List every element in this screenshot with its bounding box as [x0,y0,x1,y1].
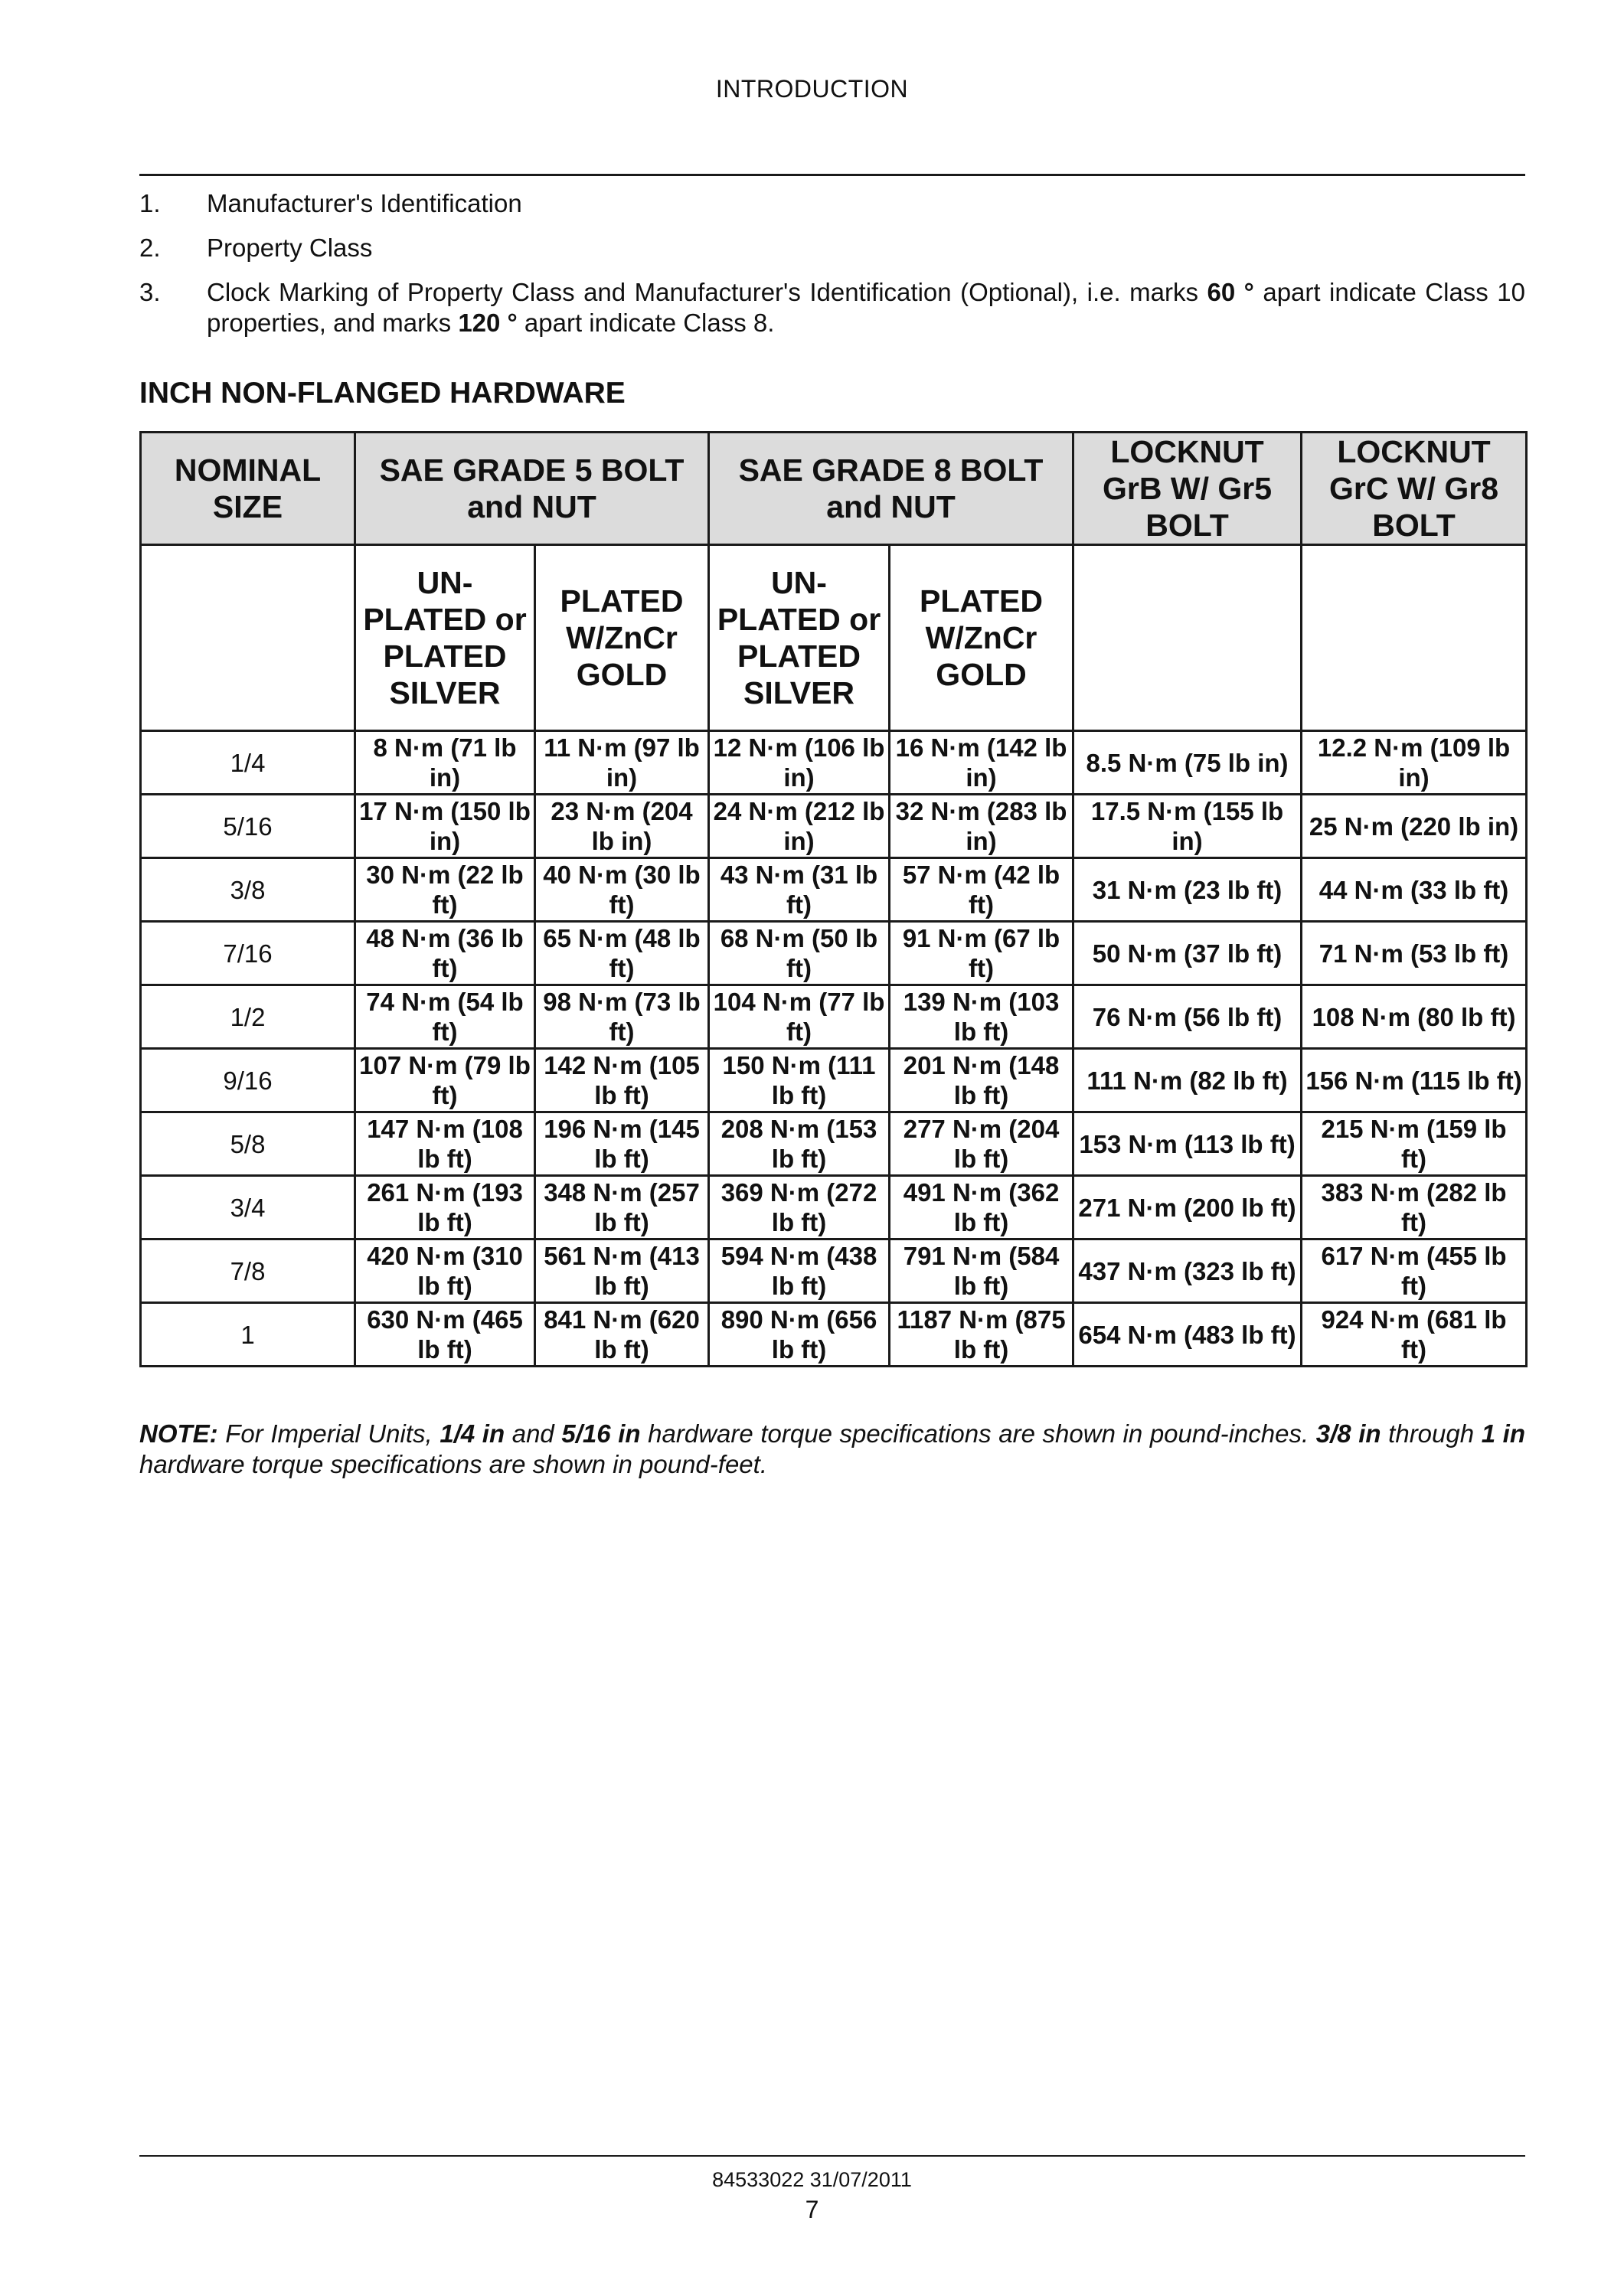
cell-sae5-plated: 65 N·m (48 lb ft) [535,922,709,985]
cell-sae5-plated: 23 N·m (204 lb in) [535,795,709,858]
header-sae-grade-8: SAE GRADE 8 BOLT and NUT [709,433,1073,545]
cell-locknut-grb: 271 N·m (200 lb ft) [1073,1176,1302,1239]
cell-nominal-size: 3/8 [141,858,355,922]
cell-sae5-plated: 98 N·m (73 lb ft) [535,985,709,1049]
table-row [141,1239,1527,1303]
note-bold-size: 1/4 in [439,1419,505,1448]
cell-sae8-plated: 201 N·m (148 lb ft) [890,1049,1073,1112]
subheader-blank [1302,545,1527,731]
cell-sae8-unplated: 104 N·m (77 lb ft) [709,985,890,1049]
cell-sae8-unplated: 594 N·m (438 lb ft) [709,1239,890,1303]
table-subheader-row [141,545,1527,731]
cell-sae8-plated: 1187 N·m (875 lb ft) [890,1303,1073,1367]
note-text-segment: hardware torque specifications are shown in pound-feet. [139,1450,767,1478]
list-bold-angle: 120 ° [458,309,518,337]
list-item [139,277,1525,338]
subheader-blank [1073,545,1302,731]
cell-sae8-unplated: 43 N·m (31 lb ft) [709,858,890,922]
cell-sae8-unplated: 208 N·m (153 lb ft) [709,1112,890,1176]
cell-sae5-unplated: 261 N·m (193 lb ft) [355,1176,535,1239]
note-text-segment: hardware torque specifications are shown in pound-inches. [640,1419,1316,1448]
cell-locknut-grc: 12.2 N·m (109 lb in) [1302,731,1527,795]
note-bold-size: 5/16 in [561,1419,641,1448]
cell-sae5-plated: 348 N·m (257 lb ft) [535,1176,709,1239]
table-row [141,795,1527,858]
header-sae-grade-5: SAE GRADE 5 BOLT and NUT [355,433,709,545]
list-text-segment: apart indicate Class 8. [517,309,775,337]
list-item-number: 3. [139,278,161,306]
cell-locknut-grc: 924 N·m (681 lb ft) [1302,1303,1527,1367]
cell-sae5-plated: 196 N·m (145 lb ft) [535,1112,709,1176]
section-title: INCH NON-FLANGED HARDWARE [139,377,626,410]
table-row [141,731,1527,795]
cell-sae5-unplated: 630 N·m (465 lb ft) [355,1303,535,1367]
table-row [141,1112,1527,1176]
cell-sae5-plated: 142 N·m (105 lb ft) [535,1049,709,1112]
cell-locknut-grb: 437 N·m (323 lb ft) [1073,1239,1302,1303]
note-text-segment: and [505,1419,562,1448]
cell-sae5-unplated: 74 N·m (54 lb ft) [355,985,535,1049]
note-bold-size: 1 in [1481,1419,1525,1448]
cell-sae8-unplated: 369 N·m (272 lb ft) [709,1176,890,1239]
cell-nominal-size: 1/2 [141,985,355,1049]
list-item-number: 1. [139,189,161,217]
cell-sae8-plated: 91 N·m (67 lb ft) [890,922,1073,985]
cell-locknut-grc: 25 N·m (220 lb in) [1302,795,1527,858]
cell-locknut-grc: 44 N·m (33 lb ft) [1302,858,1527,922]
header-rule [139,174,1525,176]
cell-locknut-grc: 215 N·m (159 lb ft) [1302,1112,1527,1176]
cell-locknut-grc: 156 N·m (115 lb ft) [1302,1049,1527,1112]
list-item [139,188,1525,219]
cell-sae5-plated: 11 N·m (97 lb in) [535,731,709,795]
cell-sae8-plated: 791 N·m (584 lb ft) [890,1239,1073,1303]
cell-sae8-unplated: 890 N·m (656 lb ft) [709,1303,890,1367]
list-item [139,233,1525,263]
note-text-segment: For Imperial Units, [217,1419,440,1448]
cell-locknut-grb: 153 N·m (113 lb ft) [1073,1112,1302,1176]
cell-sae8-unplated: 68 N·m (50 lb ft) [709,922,890,985]
cell-sae8-plated: 139 N·m (103 lb ft) [890,985,1073,1049]
cell-locknut-grc: 383 N·m (282 lb ft) [1302,1176,1527,1239]
subheader-sae8-plated: PLATED W/ZnCr GOLD [890,545,1073,731]
cell-nominal-size: 7/8 [141,1239,355,1303]
cell-nominal-size: 1/4 [141,731,355,795]
cell-nominal-size: 7/16 [141,922,355,985]
header-locknut-grc: LOCKNUT GrC W/ Gr8 BOLT [1302,433,1527,545]
note-paragraph [139,1419,1525,1480]
cell-sae8-plated: 16 N·m (142 lb in) [890,731,1073,795]
cell-locknut-grb: 654 N·m (483 lb ft) [1073,1303,1302,1367]
footer-rule [139,2155,1525,2157]
table-row [141,985,1527,1049]
subheader-sae5-unplated: UN-PLATED or PLATED SILVER [355,545,535,731]
cell-sae8-unplated: 12 N·m (106 lb in) [709,731,890,795]
page-number: 7 [805,2196,819,2223]
table-header-row [141,433,1527,545]
cell-sae8-plated: 277 N·m (204 lb ft) [890,1112,1073,1176]
cell-locknut-grb: 111 N·m (82 lb ft) [1073,1049,1302,1112]
cell-sae5-plated: 841 N·m (620 lb ft) [535,1303,709,1367]
cell-locknut-grb: 50 N·m (37 lb ft) [1073,922,1302,985]
document-number: 84533022 31/07/2011 [712,2168,912,2191]
cell-locknut-grb: 76 N·m (56 lb ft) [1073,985,1302,1049]
list-bold-angle: 60 ° [1207,278,1254,306]
torque-table [139,431,1528,1367]
cell-sae8-unplated: 24 N·m (212 lb in) [709,795,890,858]
header-locknut-grb: LOCKNUT GrB W/ Gr5 BOLT [1073,433,1302,545]
list-text-segment: apart indicate Class 10 properties, and marks [207,278,1525,337]
cell-sae5-unplated: 30 N·m (22 lb ft) [355,858,535,922]
subheader-sae8-unplated: UN-PLATED or PLATED SILVER [709,545,890,731]
cell-locknut-grc: 617 N·m (455 lb ft) [1302,1239,1527,1303]
table-body [141,731,1527,1367]
table-row [141,858,1527,922]
cell-sae5-unplated: 48 N·m (36 lb ft) [355,922,535,985]
list-item-number: 2. [139,234,161,262]
table-row [141,1303,1527,1367]
cell-sae5-unplated: 8 N·m (71 lb in) [355,731,535,795]
table-row [141,1049,1527,1112]
cell-sae5-unplated: 420 N·m (310 lb ft) [355,1239,535,1303]
page-header-title: INTRODUCTION [715,75,909,103]
cell-nominal-size: 9/16 [141,1049,355,1112]
cell-sae5-plated: 561 N·m (413 lb ft) [535,1239,709,1303]
table-row [141,922,1527,985]
list-text-segment: Clock Marking of Property Class and Manufacturer's Identification (Optional), i.e. marks [207,278,1207,306]
cell-sae8-plated: 32 N·m (283 lb in) [890,795,1073,858]
cell-nominal-size: 5/8 [141,1112,355,1176]
cell-sae8-plated: 491 N·m (362 lb ft) [890,1176,1073,1239]
cell-locknut-grc: 108 N·m (80 lb ft) [1302,985,1527,1049]
header-nominal-size: NOMINAL SIZE [141,433,355,545]
cell-nominal-size: 5/16 [141,795,355,858]
cell-nominal-size: 1 [141,1303,355,1367]
subheader-sae5-plated: PLATED W/ZnCr GOLD [535,545,709,731]
cell-locknut-grb: 8.5 N·m (75 lb in) [1073,731,1302,795]
cell-sae5-unplated: 147 N·m (108 lb ft) [355,1112,535,1176]
list-item-text: Manufacturer's Identification [207,189,522,217]
table-row [141,1176,1527,1239]
cell-sae8-plated: 57 N·m (42 lb ft) [890,858,1073,922]
identification-list [139,188,1525,352]
note-bold-size: 3/8 in [1315,1419,1381,1448]
list-item-text: Property Class [207,234,373,262]
note-text-segment: through [1381,1419,1482,1448]
cell-sae5-unplated: 107 N·m (79 lb ft) [355,1049,535,1112]
cell-locknut-grc: 71 N·m (53 lb ft) [1302,922,1527,985]
cell-sae5-plated: 40 N·m (30 lb ft) [535,858,709,922]
cell-locknut-grb: 17.5 N·m (155 lb in) [1073,795,1302,858]
list-item-text [207,277,1525,338]
cell-nominal-size: 3/4 [141,1176,355,1239]
cell-sae8-unplated: 150 N·m (111 lb ft) [709,1049,890,1112]
cell-sae5-unplated: 17 N·m (150 lb in) [355,795,535,858]
cell-locknut-grb: 31 N·m (23 lb ft) [1073,858,1302,922]
subheader-blank [141,545,355,731]
note-label: NOTE: [139,1419,218,1448]
